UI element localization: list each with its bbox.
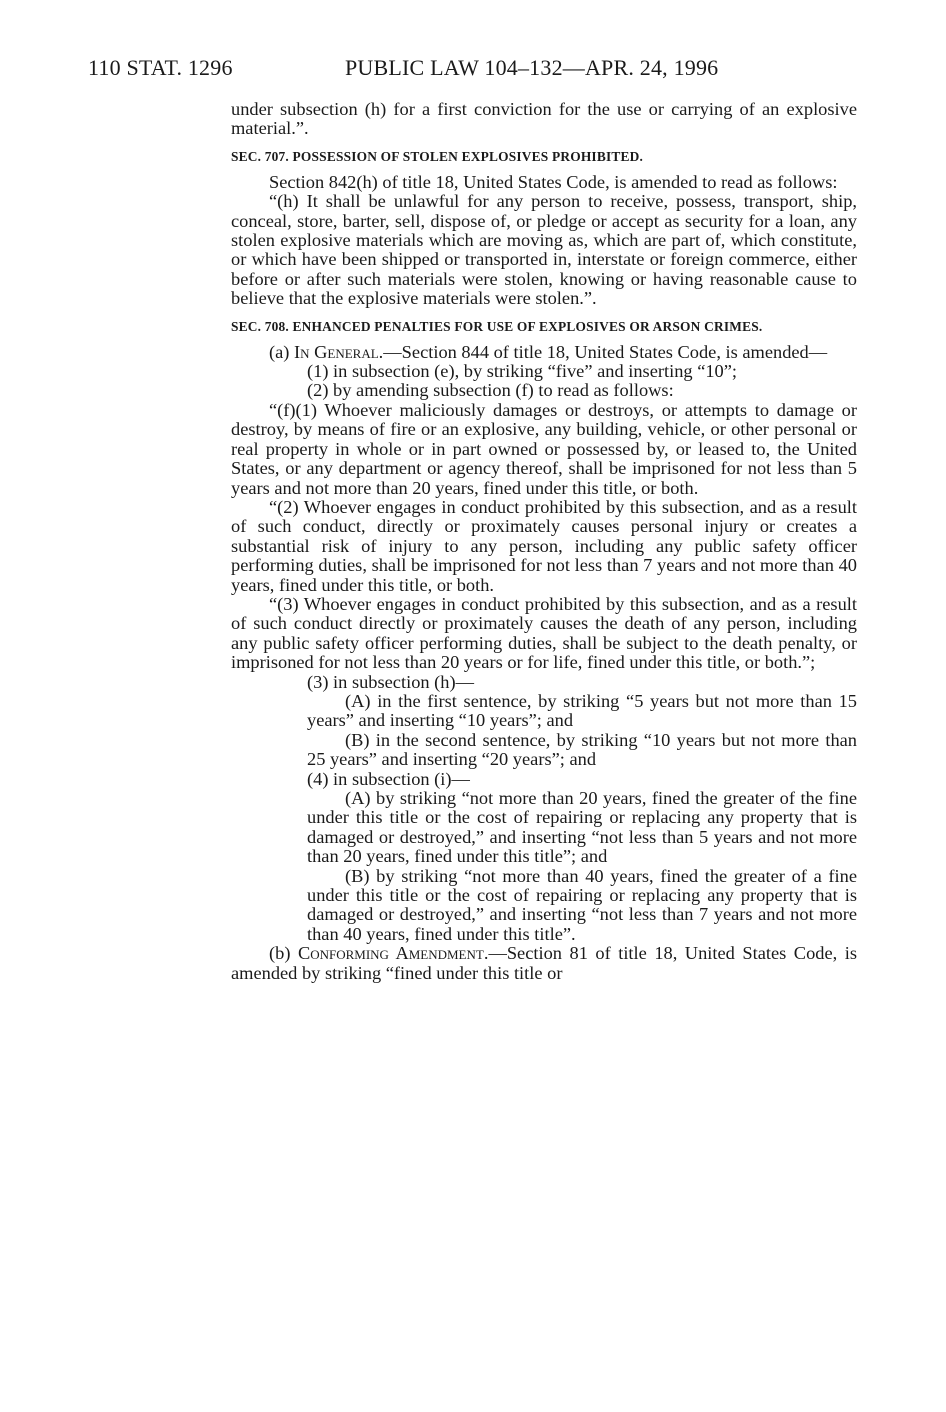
section-708-heading: SEC. 708. ENHANCED PENALTIES FOR USE OF EXPLOSIVES OR ARSON CRIMES.	[231, 318, 763, 334]
paragraph-3b: (B) in the second sentence, by striking “10 years but not more than 25 years” and inserting “20 years”; and	[307, 729, 857, 770]
paragraph-4b: (B) by striking “not more than 40 years, fined the greater of a fine under this title or the cost of repairing or replacing any property that is damaged or destroyed,” and inserting “not less than 7 years and not more than 40 years, fined under this title”.	[307, 865, 857, 944]
statute-reference: 110 STAT. 1296	[88, 55, 233, 80]
paragraph-2: (2) by amending subsection (f) to read as follows:	[307, 380, 674, 401]
subsection-a-label: In General.	[294, 341, 384, 362]
subsection-a-text: —Section 844 of title 18, United States Code, is amended—	[383, 341, 828, 362]
section-707-text: “(h) It shall be unlawful for any person to receive, possess, transport, ship, conceal, store, barter, sell, dispose of, or pledge or accept as security for a loan, any stolen explosive materials which are moving as, which are part of, which constitute, or which have been shipped or transported in, interstate or foreign commerce, either before or after such materials were stolen, knowing or having reasonable cause to believe that the explosive materials were stolen.”.	[231, 191, 857, 309]
continued-paragraph: under subsection (h) for a first conviction for the use or carrying of an explosive material.”.	[231, 99, 857, 139]
section-707-intro: Section 842(h) of title 18, United States Code, is amended to read as follows:	[269, 171, 838, 192]
paragraph-f2: “(2) Whoever engages in conduct prohibited by this subsection, and as a result of such conduct, directly or proximately causes personal injury or creates a substantial risk of injury to any person, including any public safety officer performing duties, shall be imprisoned for not less than 7 years and not more than 40 years, fined under this title, or both.	[231, 496, 857, 595]
subsection-b: (b) Conforming Amendment.—Section 81 of title 18, United States Code, is amended by striking “fined under this title or	[231, 943, 857, 983]
paragraph-f3: “(3) Whoever engages in conduct prohibited by this subsection, and as a result of such conduct directly or proximately causes the death of any person, including any public safety officer performing duties, shall be subject to the death penalty, or imprisoned for not less than 20 years or for life, fined under this title, or both.”;	[231, 593, 857, 673]
document-body	[231, 100, 857, 983]
public-law-reference: PUBLIC LAW 104–132—APR. 24, 1996	[345, 55, 719, 80]
paragraph-1: (1) in subsection (e), by striking “five” and inserting “10”;	[307, 361, 738, 382]
subsection-b-text: —Section 81 of title 18, United States Code, is amended by striking “fined under this title or	[231, 943, 857, 983]
paragraph-4: (4) in subsection (i)—	[307, 768, 470, 789]
subsection-b-label: Conforming Amendment.	[297, 943, 489, 964]
paragraph-3: (3) in subsection (h)—	[307, 671, 475, 692]
section-707-heading: SEC. 707. POSSESSION OF STOLEN EXPLOSIVES PROHIBITED.	[231, 148, 644, 164]
paragraph-f1: “(f)(1) Whoever maliciously damages or destroys, or attempts to damage or destroy, by means of fire or an explosive, any building, vehicle, or other personal or real property in whole or in part owned or possessed by, or leased to, the United States, or any department or agency thereof, shall be imprisoned for not less than 5 years and not more than 20 years, fined under this title, or both.	[231, 399, 857, 498]
paragraph-3a: (A) in the first sentence, by striking “5 years but not more than 15 years” and inserting “10 years”; and	[307, 690, 857, 731]
subsection-a: (a) In General.—Section 844 of title 18, United States Code, is amended—	[269, 341, 828, 362]
paragraph-4a: (A) by striking “not more than 20 years, fined the greater of the fine under this title or the cost of repairing or replacing any property that is damaged or destroyed,” and inserting “not less than 5 years and not more than 20 years, fined under this title”; and	[307, 788, 857, 867]
